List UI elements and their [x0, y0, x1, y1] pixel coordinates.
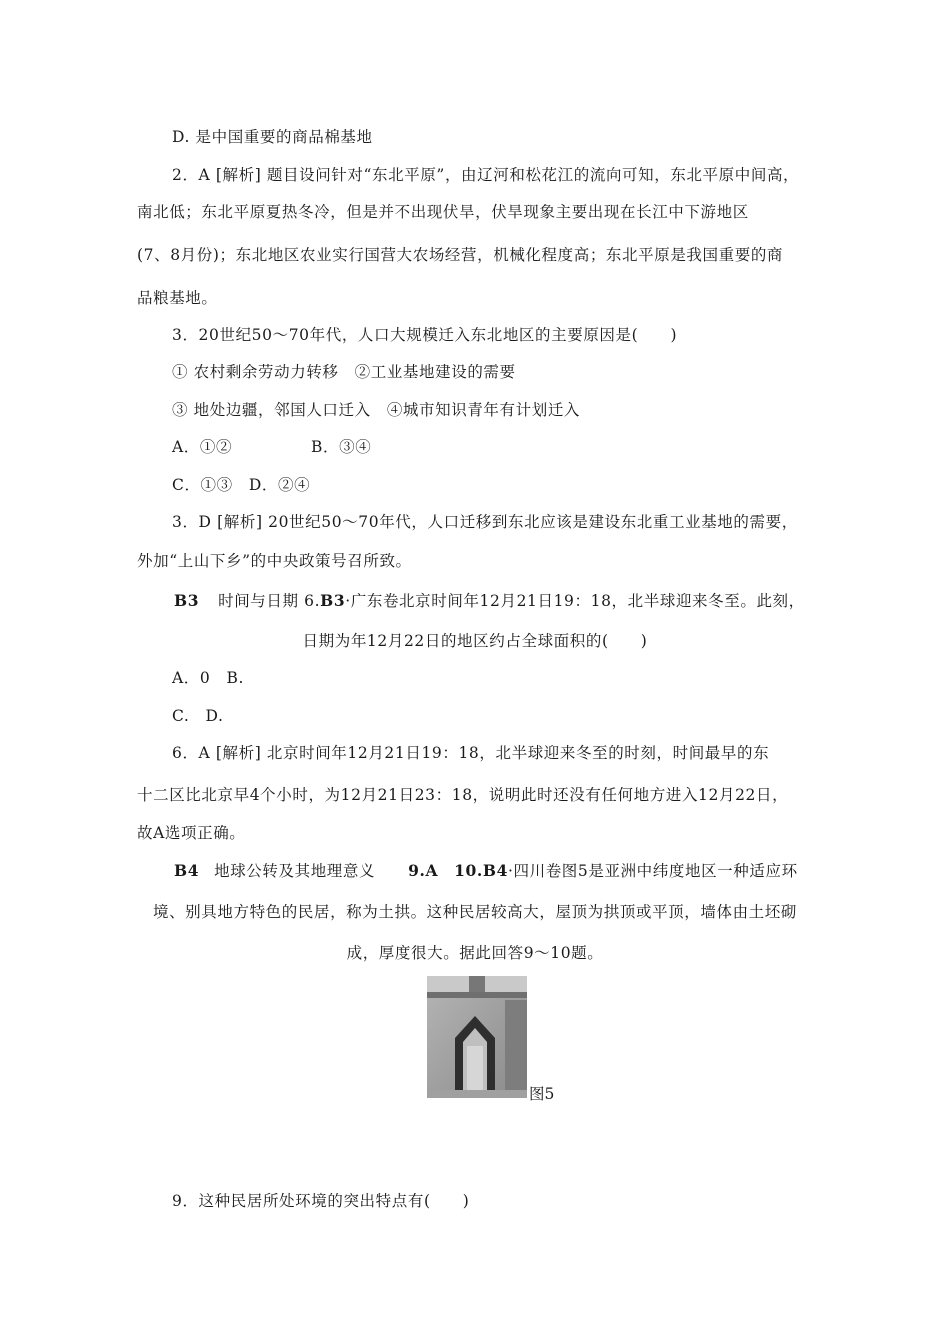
section-b3-heading	[174, 591, 805, 611]
figure-5-photo	[427, 976, 527, 1098]
answer-3-line-1: 3．D [解析] 20世纪50～70年代，人口迁移到东北应该是建设东北重工业基地的需要，	[172, 513, 798, 531]
section-code-b4: B4	[174, 861, 200, 880]
question-code-b3: B3	[320, 591, 346, 610]
question-9-line: 9．这种民居所处环境的突出特点有( )	[172, 1192, 470, 1210]
question-9-10-stem-2: 境、别具地方特色的民居，称为土拱。这种民居较高大，屋顶为拱顶或平顶，墙体由土坯砌	[152, 903, 797, 921]
option-d-line: D. 是中国重要的商品棉基地	[172, 128, 373, 146]
answer-2-line-4: 品粮基地。	[137, 289, 218, 307]
answer-3-line-2: 外加“上山下乡”的中央政策号召所致。	[137, 552, 412, 570]
section-b4-heading	[174, 861, 798, 881]
question-3-option-a: A．①②	[172, 438, 233, 456]
figure-5-caption: 图5	[529, 1085, 555, 1103]
question-code-b4: 10.B4	[454, 861, 508, 880]
answer-9-code: 9.A	[408, 861, 439, 880]
answer-6-line-2: 十二区比北京早4个小时，为12月21日23：18，说明此时还没有任何地方进入12月22日，	[137, 786, 789, 804]
question-3-item-3-4: ③ 地处边疆，邻国人口迁入 ④城市知识青年有计划迁入	[172, 401, 581, 419]
question-3-line: 3．20世纪50～70年代，人口大规模迁入东北地区的主要原因是( )	[172, 326, 678, 344]
question-3-options-c-d: C．①③ D．②④	[172, 476, 311, 494]
question-6-options-c-d: C. D.	[172, 707, 224, 725]
section-title-b3: 时间与日期 6.	[218, 592, 321, 610]
question-6-stem-2: 日期为年12月22日的地区约占全球面积的( )	[302, 632, 648, 650]
earth-arch-dwelling-illustration	[427, 976, 527, 1098]
question-3-item-1-2: ① 农村剩余劳动力转移 ②工业基地建设的需要	[172, 363, 516, 381]
question-6-options-a-b: A．0 B.	[172, 669, 244, 687]
question-6-stem-1: ·广东卷北京时间年12月21日19：18，北半球迎来冬至。此刻，	[345, 592, 805, 610]
answer-2-line-3: (7、8月份)；东北地区农业实行国营大农场经营，机械化程度高；东北平原是我国重要的商	[137, 246, 784, 264]
answer-6-line-1: 6．A [解析] 北京时间年12月21日19：18，北半球迎来冬至的时刻，时间最早的东	[172, 744, 770, 762]
question-9-10-stem-3: 成，厚度很大。据此回答9～10题。	[346, 944, 604, 962]
question-9-10-stem-1: ·四川卷图5是亚洲中纬度地区一种适应环	[507, 862, 798, 880]
answer-6-line-3: 故A选项正确。	[137, 824, 246, 842]
question-3-option-b: B．③④	[311, 438, 372, 456]
answer-2-line-2: 南北低；东北平原夏热冬冷，但是并不出现伏旱，伏旱现象主要出现在长江中下游地区	[137, 203, 749, 221]
answer-2-line-1: 2．A [解析] 题目设问针对“东北平原”，由辽河和松花江的流向可知，东北平原中间高，	[172, 166, 800, 184]
section-title-b4: 地球公转及其地理意义	[214, 862, 376, 880]
section-code-b3: B3	[174, 591, 200, 610]
